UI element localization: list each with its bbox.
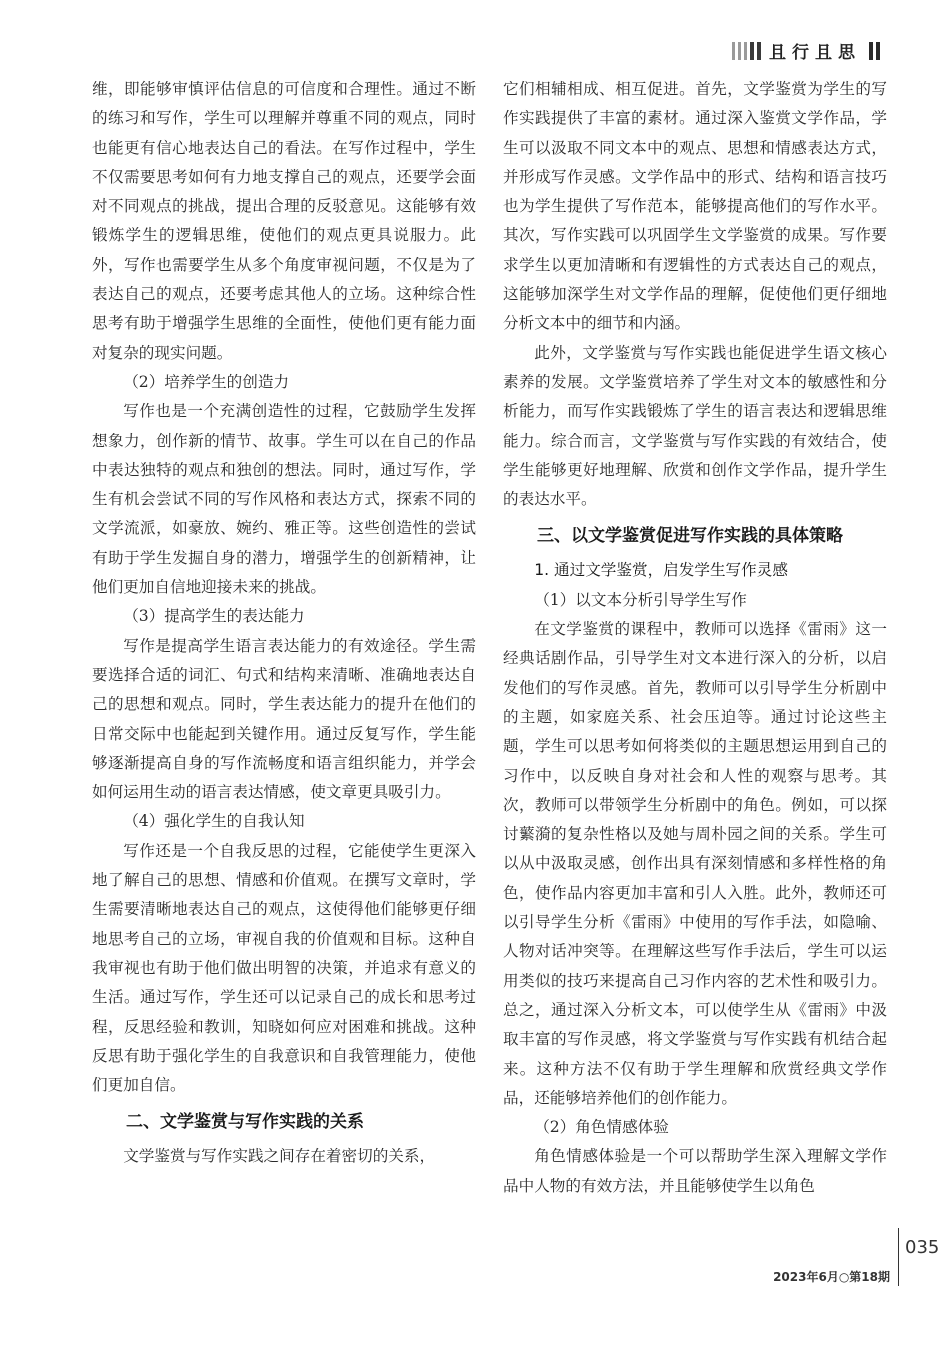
- page-number: 035: [898, 1228, 939, 1286]
- subsection-heading: 1. 通过文学鉴赏，启发学生写作灵感: [534, 561, 788, 580]
- header-decoration-right: [869, 42, 880, 60]
- section-heading: 三、以文学鉴赏促进写作实践的具体策略: [537, 526, 843, 547]
- running-header: [732, 38, 880, 63]
- subsection-title: （3）提高学生的表达能力: [123, 607, 305, 626]
- paragraph: 在文学鉴赏的课程中，教师可以选择《雷雨》这一经典话剧作品，引导学生对文本进行深入的分析，以启发他们的写作灵感。首先，教师可以引导学生分析剧中的主题，如家庭关系、社会压迫等。通过讨论这些主题，学生可以思考如何将类似的主题思想运用到自己的习作中，以反映自身对社会和人性的观察与思考。其次，教师可以带领学生分析剧中的角色。例如，可以探讨蘩漪的复杂性格以及她与周朴园之间的关系。学生可以从中汲取灵感，创作出具有深刻情感和多样性格的角色，使作品内容更加丰富和引人入胜。此外，教师还可以引导学生分析《雷雨》中使用的写作手法，如隐喻、人物对话冲突等。在理解这些写作手法后，学生可以运用类似的技巧来提高自己习作内容的艺术性和吸引力。总之，通过深入分析文本，可以使学生从《雷雨》中汲取丰富的写作灵感，将文学鉴赏与写作实践有机结合起来。这种方法不仅有助于学生理解和欣赏经典文学作品，还能够培养他们的创作能力。: [503, 620, 887, 1107]
- left-column: [92, 75, 476, 1172]
- paragraph: 此外，文学鉴赏与写作实践也能促进学生语文核心素养的发展。文学鉴赏培养了学生对文本的敏感性和分析能力，而写作实践锻炼了学生的语言表达和逻辑思维能力。综合而言，文学鉴赏与写作实践的有效结合，使学生能够更好地理解、欣赏和创作文学作品，提升学生的表达水平。: [503, 343, 887, 509]
- paragraph: 它们相辅相成、相互促进。首先，文学鉴赏为学生的写作实践提供了丰富的素材。通过深入鉴赏文学作品，学生可以汲取不同文本中的观点、思想和情感表达方式，并形成写作灵感。文学作品中的形式、结构和语言技巧也为学生提供了写作范本，能够提高他们的写作水平。其次，写作实践可以巩固学生文学鉴赏的成果。写作要求学生以更加清晰和有逻辑性的方式表达自己的观点，这能够加深学生对文学作品的理解，促使他们更仔细地分析文本中的细节和内涵。: [503, 80, 887, 333]
- column-title: 且行且思: [769, 43, 861, 63]
- section-heading: 二、文学鉴赏与写作实践的关系: [126, 1112, 364, 1133]
- paragraph: 写作也是一个充满创造性的过程，它鼓励学生发挥想象力，创作新的情节、故事。学生可以在自己的作品中表达独特的观点和独创的想法。同时，通过写作，学生有机会尝试不同的写作风格和表达方式，探索不同的文学流派，如豪放、婉约、雅正等。这些创造性的尝试有助于学生发掘自身的潜力，增强学生的创新精神，让他们更加自信地迎接未来的挑战。: [92, 402, 476, 597]
- right-column: [503, 75, 887, 1201]
- paragraph: 写作是提高学生语言表达能力的有效途径。学生需要选择合适的词汇、句式和结构来清晰、准确地表达自己的思想和观点。同时，学生表达能力的提升在他们的日常交际中也能起到关键作用。通过反复写作，学生能够逐渐提高自身的写作流畅度和语言组织能力，并学会如何运用生动的语言表达情感，使文章更具吸引力。: [92, 636, 476, 802]
- subsection-title: （2）角色情感体验: [534, 1118, 669, 1137]
- subsection-title: （4）强化学生的自我认知: [123, 812, 305, 831]
- paragraph: 角色情感体验是一个可以帮助学生深入理解文学作品中人物的有效方法，并且能够使学生以角色: [503, 1147, 887, 1195]
- header-decoration-left: [732, 42, 761, 60]
- subsection-title: （1）以文本分析引导学生写作: [534, 590, 747, 609]
- paragraph: 维，即能够审慎评估信息的可信度和合理性。通过不断的练习和写作，学生可以理解并尊重不同的观点，同时也能更有信心地表达自己的看法。在写作过程中，学生不仅需要思考如何有力地支撑自己的观点，还要学会面对不同观点的挑战，提出合理的反驳意见。这能够有效锻炼学生的逻辑思维，使他们的观点更具说服力。此外，写作也需要学生从多个角度审视问题，不仅是为了表达自己的观点，还要考虑其他人的立场。这种综合性思考有助于增强学生思维的全面性，使他们更有能力面对复杂的现实问题。: [92, 80, 476, 362]
- issue-info: 2023年6月○第18期: [773, 1270, 890, 1284]
- paragraph: 文学鉴赏与写作实践之间存在着密切的关系，: [123, 1147, 436, 1166]
- subsection-title: （2）培养学生的创造力: [123, 372, 290, 391]
- paragraph: 写作还是一个自我反思的过程，它能使学生更深入地了解自己的思想、情感和价值观。在撰写文章时，学生需要清晰地表达自己的观点，这使得他们能够更仔细地思考自己的立场，审视自我的价值观和目标。这种自我审视也有助于他们做出明智的决策，并追求有意义的生活。通过写作，学生还可以记录自己的成长和思考过程，反思经验和教训，知晓如何应对困难和挑战。这种反思有助于强化学生的自我意识和自我管理能力，使他们更加自信。: [92, 841, 476, 1095]
